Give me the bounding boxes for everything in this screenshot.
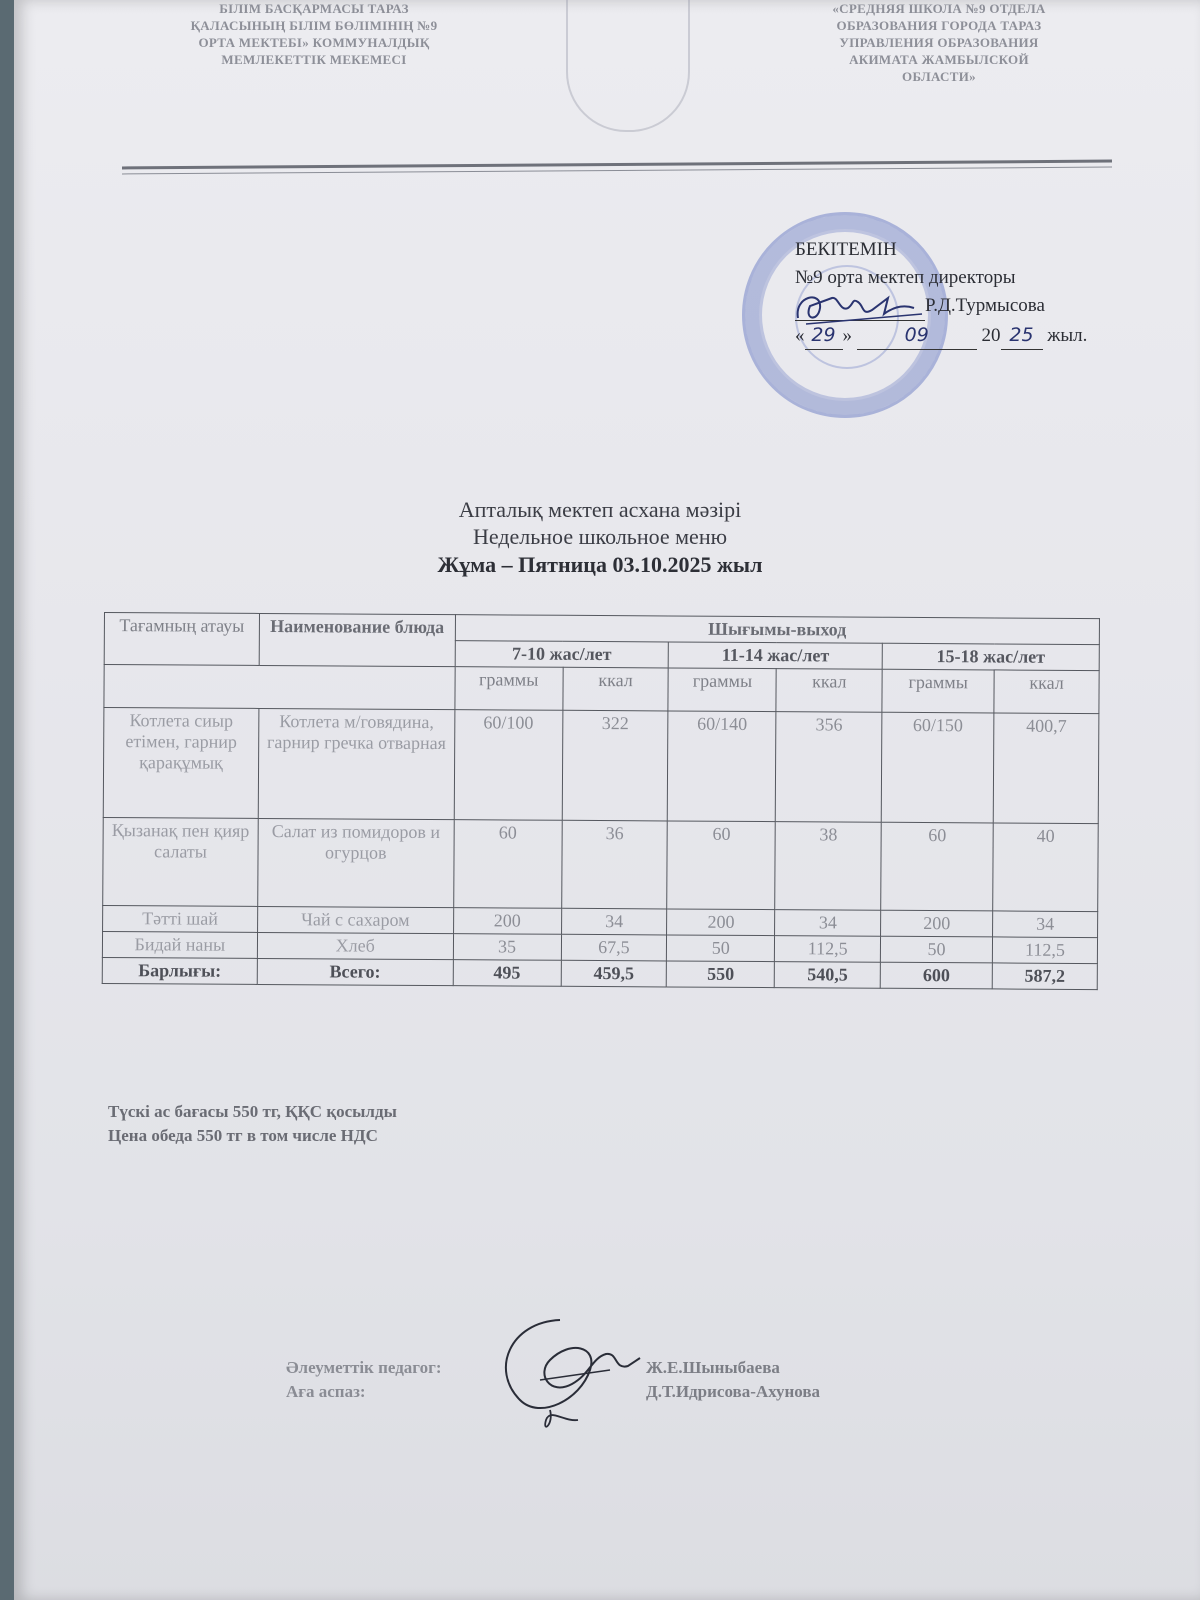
total-label-kz: Барлығы: xyxy=(102,957,257,984)
dish-ru: Чай с сахаром xyxy=(257,906,453,933)
signer-names xyxy=(646,1356,820,1404)
cell-value: 60/150 xyxy=(881,712,994,823)
unit-grams: граммы xyxy=(455,667,563,711)
unit-kcal: ккал xyxy=(562,667,668,711)
role-social-pedagogue: Әлеуметтік педагог: xyxy=(286,1358,442,1377)
dish-kz: Қызанақ пен қияр салаты xyxy=(103,817,258,906)
dish-kz: Тәтті шай xyxy=(103,905,258,932)
price-ru: Цена обеда 550 тг в том числе НДС xyxy=(108,1126,378,1145)
cell-value: 40 xyxy=(993,823,1098,912)
title-day: Жұма – Пятница 03.10.2025 жыл xyxy=(437,552,763,577)
cell-value: 112,5 xyxy=(775,936,881,963)
cell-value: 38 xyxy=(775,822,881,911)
signer-roles xyxy=(286,1356,441,1404)
cell-value: 322 xyxy=(562,710,669,821)
name-head-cook: Д.Т.Идрисова-Ахунова xyxy=(646,1382,821,1401)
approval-heading: БЕКІТЕМІН xyxy=(795,239,897,260)
dish-ru: Салат из помидоров и огурцов xyxy=(258,818,454,907)
unit-kcal: ккал xyxy=(776,669,882,713)
cell-value: 50 xyxy=(881,936,993,963)
total-value: 459,5 xyxy=(561,960,667,987)
total-value: 540,5 xyxy=(775,962,881,989)
approval-date: « 29 » 09 20 25 жыл. xyxy=(795,321,1087,350)
cell-value: 34 xyxy=(775,910,881,937)
table-row xyxy=(103,708,1099,824)
date-month: 09 xyxy=(857,321,977,350)
unit-row xyxy=(104,665,1099,714)
dish-ru: Хлеб xyxy=(257,932,453,959)
approval-position: №9 орта мектеп директоры xyxy=(795,267,1016,288)
age-group-11-14: 11-14 жас/лет xyxy=(669,642,883,669)
dish-kz: Котлета сиыр етімен, гарнир қарақұмық xyxy=(103,708,259,819)
title-ru: Недельное школьное меню xyxy=(472,524,728,549)
role-head-cook: Аға аспаз: xyxy=(286,1382,366,1401)
unit-grams: граммы xyxy=(882,669,994,713)
cell-value: 60/100 xyxy=(454,710,563,821)
total-value: 587,2 xyxy=(992,963,1097,990)
cell-value: 112,5 xyxy=(992,937,1097,964)
cell-value: 50 xyxy=(667,935,775,962)
unit-grams: граммы xyxy=(668,668,776,712)
col-header-output: Шығымы-выход xyxy=(455,615,1099,645)
cell-value: 67,5 xyxy=(561,934,667,961)
org-header-ru: «СРЕДНЯЯ ШКОЛА №9 ОТДЕЛА ОБРАЗОВАНИЯ ГОРОДА ТАРАЗ УПРАВЛЕНИЯ ОБРАЗОВАНИЯ АКИМАТА ЖАМБЫЛСКОЙ ОБЛАСТИ» xyxy=(832,1,1046,84)
cell-value: 400,7 xyxy=(993,713,1099,824)
price-kz: Түскі ас бағасы 550 тг, ҚҚС қосылды xyxy=(108,1102,397,1121)
age-group-15-18: 15-18 жас/лет xyxy=(882,643,1099,670)
cell-value: 34 xyxy=(561,908,667,935)
title-kz: Апталық мектеп асхана мәзірі xyxy=(458,497,742,522)
emblem-seal xyxy=(566,0,690,132)
age-group-7-10: 7-10 жас/лет xyxy=(455,641,669,668)
menu-table xyxy=(102,612,1100,990)
org-header-kz: БІЛІМ БАСҚАРМАСЫ ТАРАЗ ҚАЛАСЫНЫҢ БІЛІМ БӨЛІМІНІҢ №9 ОРТА МЕКТЕБІ» КОММУНАЛДЫҚ МЕМЛЕКЕТТІК МЕКЕМЕСІ xyxy=(190,1,438,67)
cell-value: 60/140 xyxy=(668,711,777,822)
table-row xyxy=(103,817,1099,911)
cell-value: 34 xyxy=(993,911,1098,938)
unit-kcal: ккал xyxy=(994,670,1099,714)
name-social-pedagogue: Ж.Е.Шыныбаева xyxy=(646,1358,780,1377)
cell-value: 60 xyxy=(667,821,775,910)
cell-value: 60 xyxy=(881,822,993,911)
cell-value: 200 xyxy=(453,908,561,935)
dish-ru: Котлета м/говядина, гарнир гречка отварная xyxy=(258,708,454,819)
menu-title xyxy=(0,496,1200,580)
total-value: 600 xyxy=(880,962,992,989)
total-value: 495 xyxy=(453,960,561,987)
price-note xyxy=(108,1100,397,1148)
total-value: 550 xyxy=(667,961,775,988)
date-day: 29 xyxy=(805,321,843,350)
cell-value: 35 xyxy=(453,934,561,961)
bottom-signature xyxy=(480,1310,650,1440)
col-header-ru: Наименование блюда xyxy=(259,613,455,666)
dish-kz: Бидай наны xyxy=(102,931,257,958)
date-year: 25 xyxy=(1001,321,1043,350)
director-signature xyxy=(792,284,932,334)
cell-value: 200 xyxy=(881,910,993,937)
cell-value: 36 xyxy=(561,820,667,909)
director-name: Р.Д.Турмысова xyxy=(925,295,1045,316)
cell-value: 356 xyxy=(776,712,883,823)
cell-value: 200 xyxy=(667,909,775,936)
total-row xyxy=(102,957,1097,989)
total-label-ru: Всего: xyxy=(257,958,453,985)
cell-value: 60 xyxy=(453,820,561,909)
col-header-kz: Тағамның атауы xyxy=(104,613,259,666)
